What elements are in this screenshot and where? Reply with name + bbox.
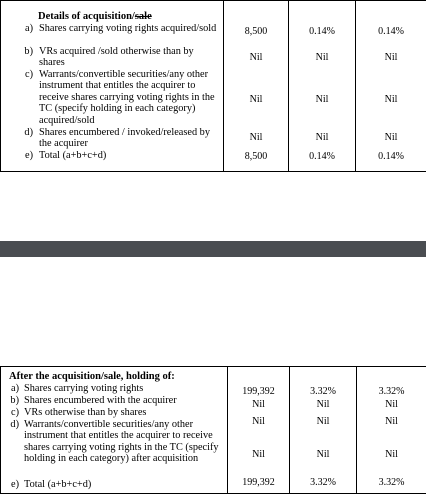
value-cell: 8,500 [244, 26, 268, 37]
value-cell: Nil [315, 52, 329, 63]
value-cell: Nil [385, 449, 398, 460]
row-b-label: b) Shares encumbered with the acquirer [10, 394, 177, 406]
acquisition-details-table [0, 0, 426, 172]
value-cell: Nil [384, 132, 398, 143]
holding-after-table [0, 366, 426, 494]
value-cell: Nil [384, 52, 398, 63]
value-cell: Nil [252, 416, 265, 427]
row-d-label: d) Warrants/convertible securities/any other instrument that entitles the acquirer to receive shares carrying voting rights in the TC (specify holding in each category) after acquisition [10, 418, 219, 465]
row-a-label: a) Shares carrying voting rights [11, 382, 144, 394]
heading-struck-text: sale [134, 10, 152, 22]
value-cell: Nil [249, 132, 263, 143]
page-divider [0, 241, 426, 257]
heading-text: Details of acquisition/ [38, 10, 135, 22]
diluted-percent-column [356, 1, 426, 172]
value-cell: 8,500 [244, 151, 268, 162]
value-cell: Nil [316, 399, 330, 410]
section-heading: After the acquisition/sale, holding of: [9, 370, 175, 382]
document-page-1 [0, 0, 426, 241]
value-cell: 0.14% [309, 26, 335, 37]
value-cell: Nil [315, 132, 329, 143]
value-cell: Nil [252, 449, 265, 460]
value-cell: 3.32% [310, 477, 336, 488]
row-c-label: c) Warrants/convertible securities/any other instrument that entitles the acquirer to receive shares carrying voting rights in the TC (specify holding in each category) acquired/sold [25, 68, 215, 126]
value-cell: 3.32% [378, 386, 405, 397]
percent-column [289, 1, 356, 172]
diluted-percent-column [357, 367, 426, 494]
value-cell: 0.14% [378, 26, 404, 37]
value-cell: Nil [316, 416, 330, 427]
row-c-label: c) VRs otherwise than by shares [11, 406, 147, 418]
value-cell: Nil [252, 399, 265, 410]
value-cell: Nil [385, 416, 398, 427]
section-heading [38, 11, 223, 23]
row-e-label: e) Total (a+b+c+d) [25, 149, 107, 161]
value-cell: 199,392 [242, 477, 275, 488]
value-cell: 3.32% [378, 477, 405, 488]
value-cell: Nil [316, 449, 330, 460]
percent-column [290, 367, 357, 494]
value-cell: 3.32% [310, 386, 336, 397]
value-cell: Nil [385, 399, 398, 410]
row-d-label: d) Shares encumbered / invoked/released by the acquirer [24, 126, 210, 150]
value-cell: Nil [249, 52, 263, 63]
value-cell: 0.14% [309, 151, 335, 162]
number-column [228, 367, 290, 494]
value-cell: Nil [249, 94, 263, 105]
value-cell: 0.14% [378, 151, 404, 162]
acquisition-details-label-cell [1, 1, 224, 172]
row-a-label: a) Shares carrying voting rights acquired/sold [25, 22, 217, 34]
row-e-label: e) Total (a+b+c+d) [11, 478, 92, 490]
holding-after-label-cell [1, 367, 228, 494]
document-page-2 [0, 257, 426, 500]
value-cell: Nil [315, 94, 329, 105]
number-column [224, 1, 289, 172]
value-cell: 199,392 [242, 386, 275, 397]
value-cell: Nil [384, 94, 398, 105]
row-b-label: b) VRs acquired /sold otherwise than by shares [24, 45, 194, 69]
